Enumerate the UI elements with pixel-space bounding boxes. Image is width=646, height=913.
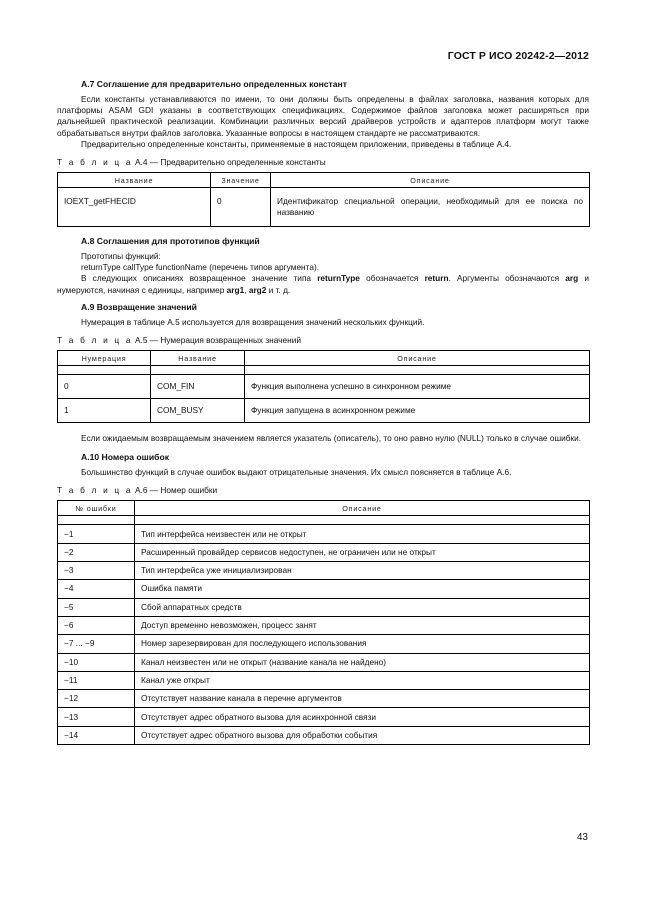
- table-a6-caption-prefix: Т а б л и ц а: [57, 485, 133, 496]
- table-row: [58, 562, 590, 580]
- table-a5-header-number: Нумерация: [58, 351, 151, 366]
- error-description-cell: Отсутствует адрес обратного вызова для асинхронной связи: [135, 708, 590, 726]
- table-a5-cell: COM_BUSY: [151, 399, 245, 423]
- error-description-cell: Тип интерфейса уже инициализирован: [135, 562, 590, 580]
- table-a4-cell: Идентификатор специальной операции, необходимый для ее поиска по названию: [271, 196, 590, 227]
- error-number-cell: −11: [58, 671, 135, 689]
- error-number-cell: −2: [58, 543, 135, 561]
- table-a4-cell: 0: [211, 196, 271, 227]
- section-a9-paragraph: Нумерация в таблице А.5 используется для возвращения значений нескольких функций.: [81, 316, 425, 327]
- error-number-cell: −1: [58, 525, 135, 543]
- section-a7-paragraph-1: Если константы устанавливаются по имени, то они должны быть определены в файлах заголовка, названия которых для платформы ASAM GDI указаны в соответствующих спецификациях. Содержимое файлов заголовка может расширяться при дальнейшей практической реализации. Комбинации различных версий драйверов устройств и адаптеров платформ могут также обрабатываться внутри файлов заголовка. Указанные вопросы в настоящем стандарте не рассматриваются.: [57, 94, 589, 138]
- table-a5-caption-text: А.5 — Нумерация возвращенных значений: [132, 335, 301, 346]
- table-row: [58, 196, 590, 227]
- table-a4: [57, 172, 590, 227]
- table-a6-header-description: Описание: [135, 501, 590, 516]
- error-number-cell: −10: [58, 653, 135, 671]
- table-a5-cell: Функция запущена в асинхронном режиме: [245, 399, 590, 423]
- error-description-cell: Доступ временно невозможен, процесс занят: [135, 616, 590, 634]
- table-a4-caption-prefix: Т а б л и ц а: [57, 157, 133, 168]
- table-a5-header-name: Название: [151, 351, 245, 366]
- error-number-cell: −13: [58, 708, 135, 726]
- section-a8-line-1: Прототипы функций:: [81, 251, 161, 262]
- table-a4-header-description: Описание: [271, 173, 590, 188]
- section-a9-title: А.9 Возвращение значений: [81, 301, 197, 312]
- section-a8-paragraph: В следующих описаниях возвращенное значение типа returnType обозначается return. Аргументы обозначаются arg и нумеруются, начиная с единицы, например arg1, arg2 и т. д.: [57, 273, 589, 295]
- error-description-cell: Отсутствует адрес обратного вызова для обработки события: [135, 726, 590, 744]
- page-number: 43: [576, 832, 588, 843]
- section-a8-line-2: returnType callType functionName (перечень типов аргумента).: [81, 262, 320, 273]
- error-number-cell: −6: [58, 616, 135, 634]
- table-row: [58, 653, 590, 671]
- table-a5-caption-prefix: Т а б л и ц а: [57, 335, 133, 346]
- error-description-cell: Расширенный провайдер сервисов недоступен, не ограничен или не открыт: [135, 543, 590, 561]
- document-header: ГОСТ Р ИСО 20242-2—2012: [447, 50, 589, 62]
- section-a10-paragraph: Большинство функций в случае ошибок выдают отрицательные значения. Их смысл поясняется в таблице А.6.: [81, 467, 512, 478]
- error-description-cell: Сбой аппаратных средств: [135, 598, 590, 616]
- table-a6-caption: [57, 485, 589, 496]
- section-a7-paragraph-2: Предварительно определенные константы, применяемые в настоящем приложении, приведены в таблице А.4.: [81, 138, 512, 149]
- table-a6-caption-text: А.6 — Номер ошибки: [132, 485, 218, 496]
- table-a6-body: [58, 525, 590, 745]
- error-description-cell: Канал неизвестен или не открыт (название канала не найдено): [135, 653, 590, 671]
- table-row: [58, 525, 590, 543]
- table-row: [58, 399, 590, 423]
- table-a5-cell: 0: [58, 375, 151, 399]
- error-number-cell: −4: [58, 580, 135, 598]
- error-number-cell: −7 ... −9: [58, 635, 135, 653]
- table-a5-header-description: Описание: [245, 351, 590, 366]
- table-row: [58, 690, 590, 708]
- error-number-cell: −5: [58, 598, 135, 616]
- table-row: [58, 375, 590, 399]
- table-row: [58, 635, 590, 653]
- section-a7-title: А.7 Соглашение для предварительно определенных констант: [81, 79, 347, 89]
- error-number-cell: −12: [58, 690, 135, 708]
- table-a5-cell: COM_FIN: [151, 375, 245, 399]
- page-content: [57, 78, 589, 745]
- table-a4-cell: IOEXT_getFHECID: [58, 196, 211, 227]
- error-description-cell: Тип интерфейса неизвестен или не открыт: [135, 525, 590, 543]
- table-row: [58, 598, 590, 616]
- table-a5-caption: [57, 335, 589, 346]
- error-description-cell: Отсутствует название канала в перечне аргументов: [135, 690, 590, 708]
- error-description-cell: Номер зарезервирован для последующего использования: [135, 635, 590, 653]
- table-a4-caption: [57, 157, 589, 168]
- table-a6: [57, 500, 590, 745]
- table-row: [58, 580, 590, 598]
- table-a5: [57, 350, 590, 423]
- error-description-cell: Ошибка памяти: [135, 580, 590, 598]
- table-row: [58, 671, 590, 689]
- section-a10-title: А.10 Номера ошибок: [81, 452, 169, 463]
- table-a4-header-name: Название: [58, 173, 211, 188]
- error-description-cell: Канал уже открыт: [135, 671, 590, 689]
- after-table-a5-paragraph: Если ожидаемым возвращаемым значением является указатель (описатель), то оно равно нулю (NULL) только в случае ошибки.: [81, 433, 582, 444]
- table-row: [58, 708, 590, 726]
- table-a4-caption-text: А.4 — Предварительно определенные константы: [132, 157, 326, 168]
- table-row: [58, 726, 590, 744]
- table-row: [58, 543, 590, 561]
- table-a6-header-error-number: № ошибки: [58, 501, 135, 516]
- section-a8-title: А.8 Соглашения для прототипов функций: [81, 236, 260, 247]
- table-row: [58, 616, 590, 634]
- error-number-cell: −3: [58, 562, 135, 580]
- table-a5-cell: Функция выполнена успешно в синхронном режиме: [245, 375, 590, 399]
- table-a5-cell: 1: [58, 399, 151, 423]
- error-number-cell: −14: [58, 726, 135, 744]
- table-a4-header-value: Значение: [211, 173, 271, 188]
